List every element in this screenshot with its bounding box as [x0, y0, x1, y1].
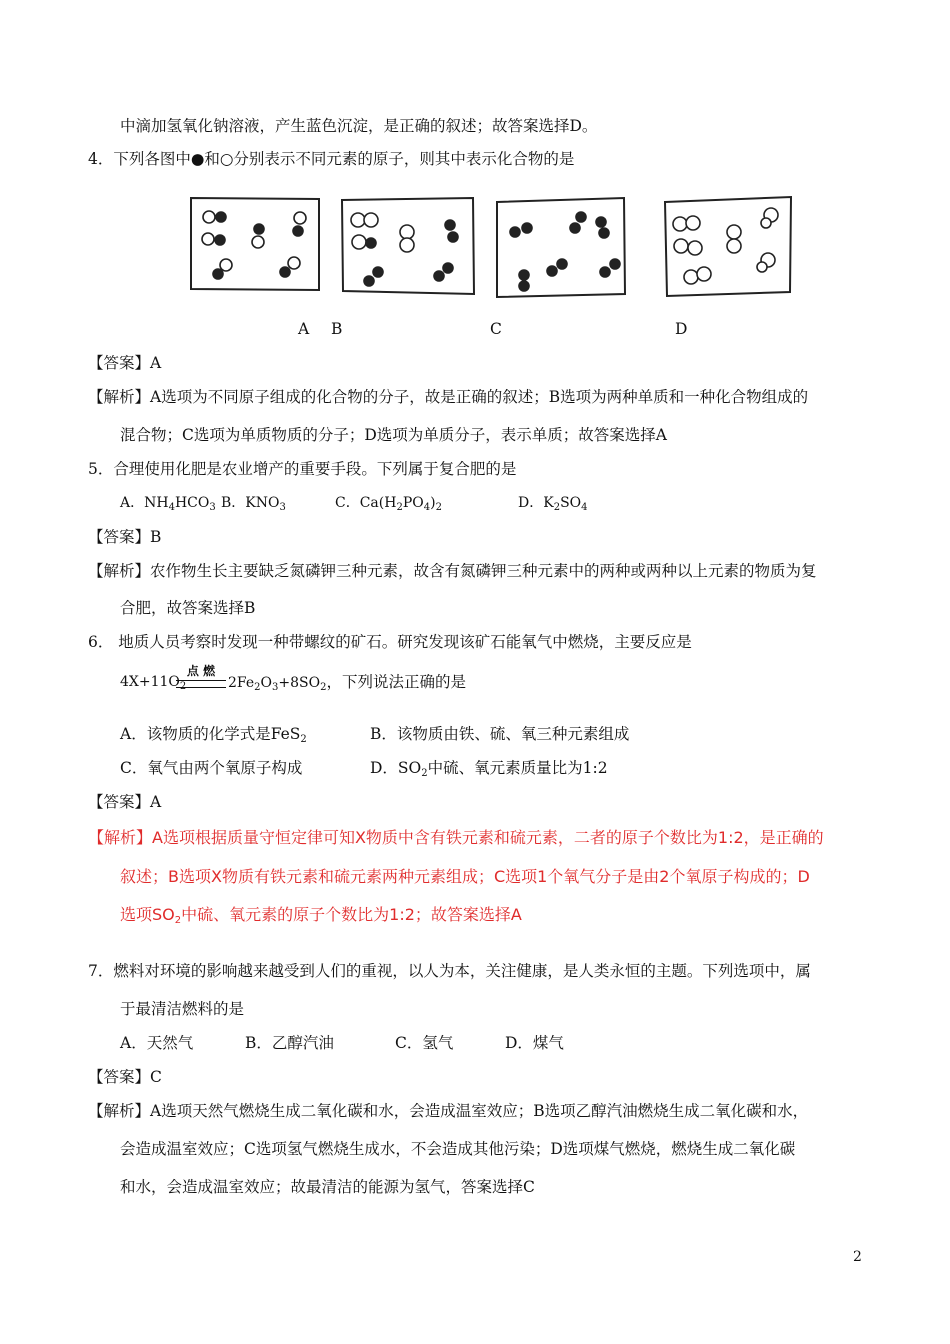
label-b: B [331, 320, 343, 338]
q5-option-d[interactable]: D．$K_2SO_4$ [518, 495, 588, 513]
q4-analysis-line1: 【解析】A选项为不同原子组成的化合物的分子，故是正确的叙述；B选项为两种单质和一种化合物组成的 [88, 388, 809, 406]
reaction-condition: 点 燃 [186, 664, 216, 678]
q6-option-a[interactable]: A．该物质的化学式是FeS$_2$ [120, 725, 307, 745]
q6-analysis-line1: 【解析】A选项根据质量守恒定律可知X物质中含有铁元素和硫元素，二者的原子个数比为1:2，是正确的 [88, 828, 824, 847]
q7-option-b[interactable]: B．乙醇汽油 [245, 1034, 334, 1052]
q5-analysis-line2: 合肥，故答案选择B [120, 599, 256, 617]
box-c [497, 198, 625, 297]
q7-analysis-line2: 会造成温室效应；C选项氢气燃烧生成水，不会造成其他污染；D选项煤气燃烧，燃烧生成二氧化碳 [120, 1140, 796, 1158]
q5-option-b[interactable]: B．$KNO_3$ [221, 495, 286, 513]
q5-stem: 5．合理使用化肥是农业增产的重要手段。下列属于复合肥的是 [88, 460, 517, 478]
q7-option-a[interactable]: A．天然气 [120, 1034, 194, 1052]
q6-option-c[interactable]: C．氧气由两个氧原子构成 [120, 759, 303, 777]
q5-answer: 【答案】B [88, 528, 162, 546]
q7-stem-line2: 于最清洁燃料的是 [120, 1000, 245, 1018]
q6-equation-right: $2Fe_2O_3+8SO_2$，下列说法正确的是 [228, 673, 466, 693]
label-c: C [490, 320, 502, 338]
q7-stem-line1: 7．燃料对环境的影响越来越受到人们的重视，以人为本，关注健康，是人类永恒的主题。下列选项中，属 [88, 962, 811, 980]
page-number: 2 [853, 1249, 862, 1265]
q6-answer: 【答案】A [88, 793, 162, 811]
q6-analysis-line2: 叙述；B选项X物质有铁元素和硫元素两种元素组成；C选项1个氧气分子是由2个氧原子构成的；D [120, 867, 810, 886]
q3-tail: 中滴加氢氧化钠溶液，产生蓝色沉淀，是正确的叙述；故答案选择D。 [120, 117, 598, 135]
q4-answer: 【答案】A [88, 354, 162, 372]
q5-option-a[interactable]: A．$NH_4HCO_3$ [120, 495, 216, 513]
q6-analysis-line3: 选项$SO_2$中硫、氧元素的原子个数比为1:2；故答案选择A [120, 905, 522, 926]
q6-stem: 6． 地质人员考察时发现一种带螺纹的矿石。研究发现该矿石能氧气中燃烧，主要反应是 [88, 633, 692, 651]
q4-stem: 4．下列各图中●和○分别表示不同元素的原子，则其中表示化合物的是 [88, 150, 575, 168]
q7-option-d[interactable]: D．煤气 [505, 1034, 564, 1052]
label-a: A [298, 320, 310, 338]
q4-analysis-line2: 混合物；C选项为单质物质的分子；D选项为单质分子，表示单质；故答案选择A [120, 426, 667, 444]
q5-option-c[interactable]: C．$Ca(H_2PO_4)_2$ [335, 495, 442, 513]
q7-answer: 【答案】C [88, 1068, 162, 1086]
label-d: D [675, 320, 688, 338]
q6-option-d[interactable]: D．$SO_2$中硫、氧元素质量比为1:2 [370, 759, 608, 779]
q7-analysis-line1: 【解析】A选项天然气燃烧生成二氧化碳和水，会造成温室效应；B选项乙醇汽油燃烧生成二氧化碳和水， [88, 1102, 809, 1120]
q6-equation-left: $4X+11O_2$ [120, 674, 187, 692]
q5-analysis-line1: 【解析】农作物生长主要缺乏氮磷钾三种元素，故含有氮磷钾三种元素中的两种或两种以上元素的物质为复 [88, 562, 817, 580]
atom-diagrams-figure [188, 193, 800, 301]
q6-option-b[interactable]: B．该物质由铁、硫、氧三种元素组成 [370, 725, 630, 743]
q7-option-c[interactable]: C．氢气 [395, 1034, 454, 1052]
q7-analysis-line3: 和水，会造成温室效应；故最清洁的能源为氢气，答案选择C [120, 1178, 535, 1196]
